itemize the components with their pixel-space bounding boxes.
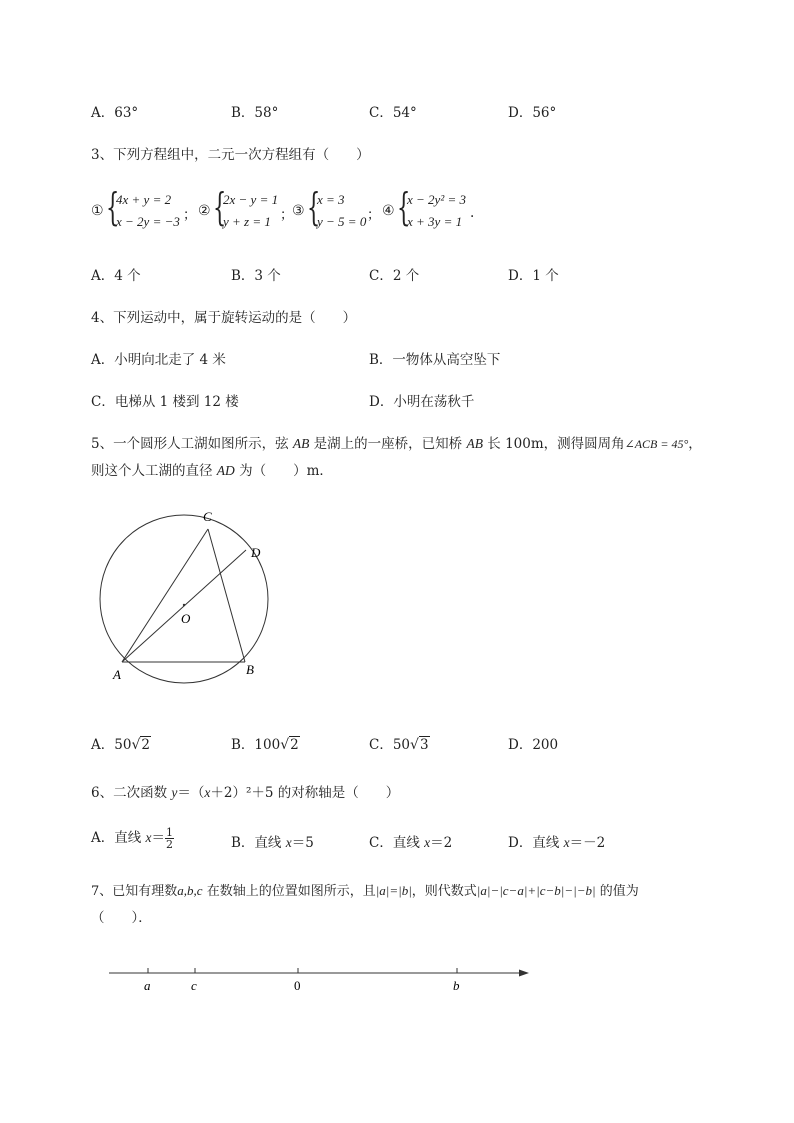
q2-option-a: A．63° [91, 105, 139, 121]
q5-text: 是湖上的一座桥，已知桥 [309, 436, 467, 452]
option-label: D．直线 [508, 835, 564, 851]
brace-icon: { [213, 185, 227, 229]
option-label: D． [508, 737, 533, 753]
denominator: 2 [166, 838, 174, 851]
system-mark-3: ③ [292, 203, 305, 219]
expression: |a|−|c−a|+|c−b|−|−b| [476, 883, 596, 898]
q5-text: 5、一个圆形人工湖如图所示，弦 [91, 436, 293, 452]
coefficient: 100 [254, 737, 281, 753]
label-b: b [453, 978, 460, 993]
q4-option-a: A．小明向北走了 4 米 [91, 352, 226, 368]
option-label: C． [369, 737, 393, 753]
q3-option-b: B．3 个 [231, 268, 281, 284]
label-c: C [203, 509, 212, 524]
var-x: x [204, 785, 211, 800]
label-d: D [251, 545, 261, 560]
q2-option-c: C．54° [369, 105, 417, 121]
system-2-eq2: y + z = 1 [223, 214, 271, 229]
radicand: 2 [290, 737, 299, 753]
chord-ab: AB [292, 436, 310, 451]
chord-cb-line [208, 529, 245, 662]
q4-option-c: C．电梯从 1 楼到 12 楼 [91, 394, 239, 410]
system-3-eq1: x = 3 [317, 192, 345, 207]
q6-text: ＝（ [177, 785, 205, 801]
vars-abc: a,b,c [177, 883, 203, 898]
system-end-period: . [470, 205, 475, 221]
option-label: A． [91, 737, 115, 753]
q4-option-d: D．小明在荡秋千 [369, 394, 475, 410]
q2-option-d: D．56° [508, 105, 557, 121]
radicand: 3 [419, 737, 429, 753]
q5-option-b [231, 733, 300, 753]
separator: ； [367, 207, 381, 223]
condition-abs: |a|=|b| [375, 883, 412, 898]
label-a: a [144, 978, 151, 993]
q7-text: 的值为 [595, 884, 639, 899]
radicand: 2 [141, 737, 150, 753]
system-mark-4: ④ [382, 203, 395, 219]
equals: ＝ [151, 830, 166, 846]
brace-icon: { [307, 185, 321, 229]
system-mark-2: ② [198, 203, 211, 219]
var-x: x [285, 835, 292, 850]
equals: ＝2 [430, 835, 453, 851]
axis-arrow-icon [519, 970, 529, 977]
number-line [105, 962, 535, 998]
q5-text: 长 100m，测得圆周角 [482, 436, 625, 452]
separator: ； [280, 207, 294, 223]
system-1-eq1: 4x + y = 2 [116, 192, 172, 207]
system-4-eq2: x + 3y = 1 [407, 214, 463, 229]
q6-option-d [508, 831, 605, 851]
q5-option-a [91, 733, 151, 753]
q4-option-b: B．一物体从高空坠下 [369, 352, 501, 368]
q5-text: ， [688, 436, 702, 452]
sqrt-icon: √ [410, 737, 419, 753]
label-b: B [246, 662, 254, 677]
label-c: c [191, 978, 197, 993]
option-label: A．直线 [91, 830, 146, 846]
option-label: B．直线 [231, 835, 286, 851]
q3-option-a: A．4 个 [91, 268, 141, 284]
system-2-eq1: 2x − y = 1 [223, 192, 279, 207]
q3-option-c: C．2 个 [369, 268, 420, 284]
q2-option-b: B．58° [231, 105, 279, 121]
option-label: B． [231, 737, 255, 753]
q4-stem: 4、下列运动中，属于旋转运动的是（ ） [91, 310, 357, 326]
var-x: x [563, 835, 570, 850]
fraction-one-half [165, 827, 174, 850]
angle-acb: ∠ACB = 45° [624, 437, 689, 451]
q5-stem-line2 [91, 459, 333, 479]
q6-option-b [231, 831, 314, 851]
label-o: O [181, 611, 191, 626]
separator: ； [183, 207, 197, 223]
q7-stem-line1 [91, 880, 639, 899]
q5-option-d [508, 733, 558, 753]
q7-text: 在数轴上的位置如图所示，且 [202, 884, 376, 899]
equals: ＝5 [291, 835, 314, 851]
coefficient: 50 [392, 737, 411, 753]
option-value: 200 [532, 737, 559, 753]
system-1-eq2: x − 2y = −3 [116, 214, 180, 229]
q3-stem: 3、下列方程组中，二元一次方程组有（ ） [91, 147, 370, 163]
q5-option-c [369, 733, 430, 753]
system-mark-1: ① [91, 203, 104, 219]
equals: ＝－2 [569, 835, 606, 851]
q6-text: 6、二次函数 [91, 785, 172, 801]
system-3-eq2: y − 5 = 0 [317, 214, 367, 229]
q3-option-d: D．1 个 [508, 268, 559, 284]
q6-stem [91, 781, 399, 801]
q7-stem-line2: （ ）． [91, 910, 152, 926]
diameter-ad: AD [216, 463, 235, 478]
brace-icon: { [106, 185, 120, 229]
q6-option-a [91, 826, 174, 850]
q5-text: 则这个人工湖的直径 [91, 463, 217, 479]
sqrt-icon: √ [131, 737, 141, 753]
numerator: 1 [166, 826, 174, 839]
var-y: y [171, 785, 178, 800]
q6-option-c [369, 831, 452, 851]
system-4-eq1: x − 2y² = 3 [407, 192, 466, 207]
chord-ab: AB [466, 436, 483, 451]
circle-figure [95, 505, 280, 695]
brace-icon: { [397, 185, 411, 229]
q6-text: ＋2）²＋5 的对称轴是（ ） [210, 785, 400, 801]
q5-text: 为（ ）m． [234, 463, 333, 479]
var-x: x [145, 830, 152, 845]
coefficient: 50 [114, 737, 132, 753]
option-label: C．直线 [369, 835, 425, 851]
sqrt-icon: √ [280, 737, 290, 753]
q7-text: ，则代数式 [411, 884, 477, 899]
label-zero: 0 [294, 978, 301, 993]
label-a: A [113, 667, 121, 682]
q5-stem-line1 [91, 432, 702, 452]
center-point [183, 604, 185, 606]
q7-text: 7、已知有理数 [91, 884, 178, 899]
var-x: x [424, 835, 431, 850]
